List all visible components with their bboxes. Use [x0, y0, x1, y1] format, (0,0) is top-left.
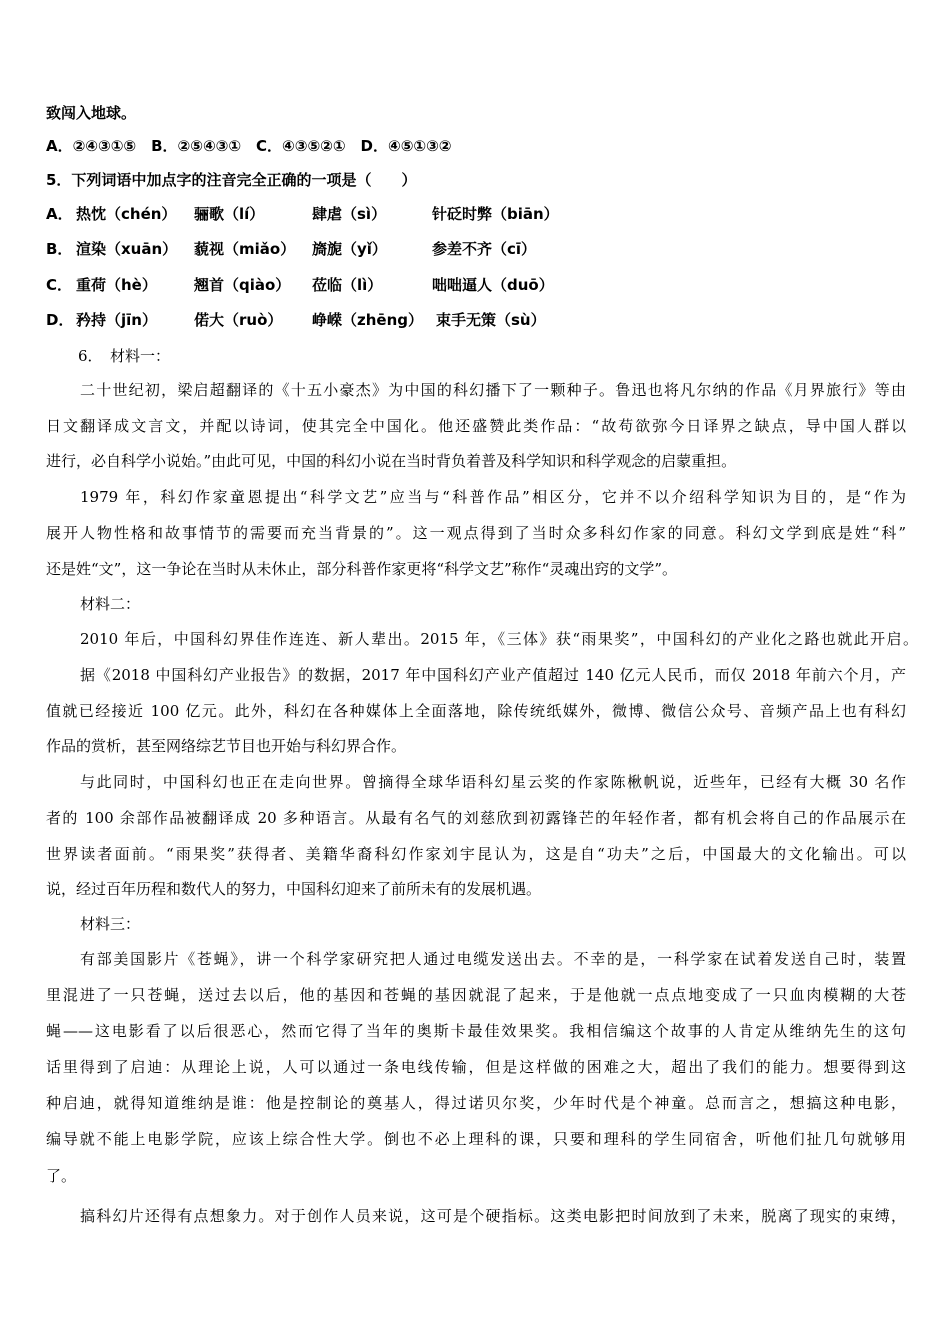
paragraph-line: 作品的赏析，甚至网络综艺节目也开始与科幻界合作。 — [46, 737, 407, 755]
material-2-heading: 材料二： — [80, 595, 141, 613]
paragraph-line: 说，经过百年历程和数代人的努力，中国科幻迎来了前所未有的发展机遇。 — [46, 880, 542, 898]
paragraph-line: 话里得到了启迪：从理论上说，人可以通过一条电线传输，但是这样做的困难之大，超出了我们的能力。想要得到这 — [46, 1058, 906, 1076]
option-item: 矜持（jīn） — [76, 311, 157, 329]
paragraph-line: 二十世纪初，梁启超翻译的《十五小豪杰》为中国的科幻播下了一颗种子。鲁迅也将凡尔纳的作品《月界旅行》等由 — [80, 381, 906, 399]
option-item: 旖旎（yǐ） — [312, 240, 387, 258]
option-item: 参差不齐（cī） — [432, 240, 537, 258]
q6-heading: 6． 材料一： — [78, 347, 171, 365]
paragraph-line: 搞科幻片还得有点想象力。对于创作人员来说，这可是个硬指标。这类电影把时间放到了未来，脱离了现实的束缚， — [80, 1207, 906, 1225]
option-item: 峥嵘（zhēng） — [312, 311, 423, 329]
option-label: C． — [46, 276, 73, 294]
option-item: 针砭时弊（biān） — [432, 205, 559, 223]
paragraph-line: 者的 100 余部作品被翻译成 20 多种语言。从最有名气的刘慈欣到初露锋芒的年轻作者，都有机会将自己的作品展示在 — [46, 809, 906, 827]
paragraph-line: 编导就不能上电影学院，应该上综合性大学。倒也不必上理科的课，只要和理科的学生同宿舍，听他们扯几句就够用 — [46, 1130, 906, 1148]
option-label: A． — [46, 205, 73, 223]
paragraph-line: 据《2018 中国科幻产业报告》的数据，2017 年中国科幻产业产值超过 140 亿元人民币，而仅 2018 年前六个月，产 — [80, 666, 906, 684]
option-label: D． — [46, 311, 74, 329]
paragraph-line: 2010 年后，中国科幻界佳作连连、新人辈出。2015 年，《三体》获“雨果奖”，中国科幻的产业化之路也就此开启。 — [80, 630, 918, 648]
option-item: 肆虐（sì） — [312, 205, 387, 223]
option-item: 翘首（qiào） — [194, 276, 291, 294]
option-item: 莅临（lì） — [312, 276, 383, 294]
q5-option-a — [46, 204, 559, 224]
paragraph-line: 世界读者面前。“雨果奖”获得者、美籍华裔科幻作家刘宇昆认为，这是自“功夫”之后，中国最大的文化输出。可以 — [46, 845, 906, 863]
paragraph-line: 与此同时，中国科幻也正在走向世界。曾摘得全球华语科幻星云奖的作家陈楸帆说，近些年，已经有大概 30 名作 — [80, 773, 906, 791]
paragraph-line: 蝇——这电影看了以后很恶心，然而它得了当年的奥斯卡最佳效果奖。我相信编这个故事的人肯定从维纳先生的这句 — [46, 1022, 906, 1040]
option-item: 束手无策（sù） — [436, 311, 546, 329]
paragraph-line: 有部美国影片《苍蝇》，讲一个科学家研究把人通过电缆发送出去。不幸的是，一科学家在试着发送自己时，装置 — [80, 950, 906, 968]
paragraph-line: 还是姓“文”，这一争论在当时从未休止，部分科普作家更将“科学文艺”称作“灵魂出窍的文学”。 — [46, 560, 678, 578]
paragraph-line: 了。 — [46, 1167, 77, 1185]
paragraph-line: 日文翻译成文言文，并配以诗词，使其完全中国化。他还盛赞此类作品：“故苟欲弥今日译界之缺点，导中国人群以 — [46, 417, 906, 435]
q4-tail: 致闯入地球。 — [46, 104, 137, 122]
q5-stem: 5．下列词语中加点字的注音完全正确的一项是（ ） — [46, 171, 417, 189]
material-3-heading: 材料三： — [80, 915, 141, 933]
paragraph-line: 展开人物性格和故事情节的需要而充当背景的”。这一观点得到了当时众多科幻作家的同意。科幻文学到底是姓“科” — [46, 524, 906, 542]
option-item: 重荷（hè） — [76, 276, 157, 294]
option-item: 藐视（miǎo） — [194, 240, 296, 258]
option-item: 偌大（ruò） — [194, 311, 283, 329]
q5-option-b — [46, 239, 536, 259]
option-item: 热忱（chén） — [76, 205, 177, 223]
paragraph-line: 种启迪，就得知道维纳是谁：他是控制论的奠基人，得过诺贝尔奖，少年时代是个神童。总而言之，想搞这种电影， — [46, 1094, 906, 1112]
option-item: 渲染（xuān） — [76, 240, 178, 258]
q4-options: A．②④③①⑤ B．②⑤④③① C．④③⑤②① D．④⑤①③② — [46, 137, 452, 155]
q5-option-c — [46, 275, 554, 295]
paragraph-line: 里混进了一只苍蝇，送过去以后，他的基因和苍蝇的基因就混了起来，于是他就一点点地变成了一只血肉模糊的大苍 — [46, 986, 906, 1004]
option-label: B． — [46, 240, 73, 258]
paragraph-line: 值就已经接近 100 亿元。此外，科幻在各种媒体上全面落地，除传统纸媒外，微博、微信公众号、音频产品上也有科幻 — [46, 702, 906, 720]
paragraph-line: 1979 年，科幻作家童恩提出“科学文艺”应当与“科普作品”相区分，它并不以介绍科学知识为目的，是“作为 — [80, 488, 906, 506]
q5-option-d — [46, 310, 546, 330]
option-item: 骊歌（lí） — [194, 205, 265, 223]
option-item: 咄咄逼人（duō） — [432, 276, 554, 294]
paragraph-line: 进行，必自科学小说始。”由此可见，中国的科幻小说在当时背负着普及科学知识和科学观念的启蒙重担。 — [46, 452, 737, 470]
